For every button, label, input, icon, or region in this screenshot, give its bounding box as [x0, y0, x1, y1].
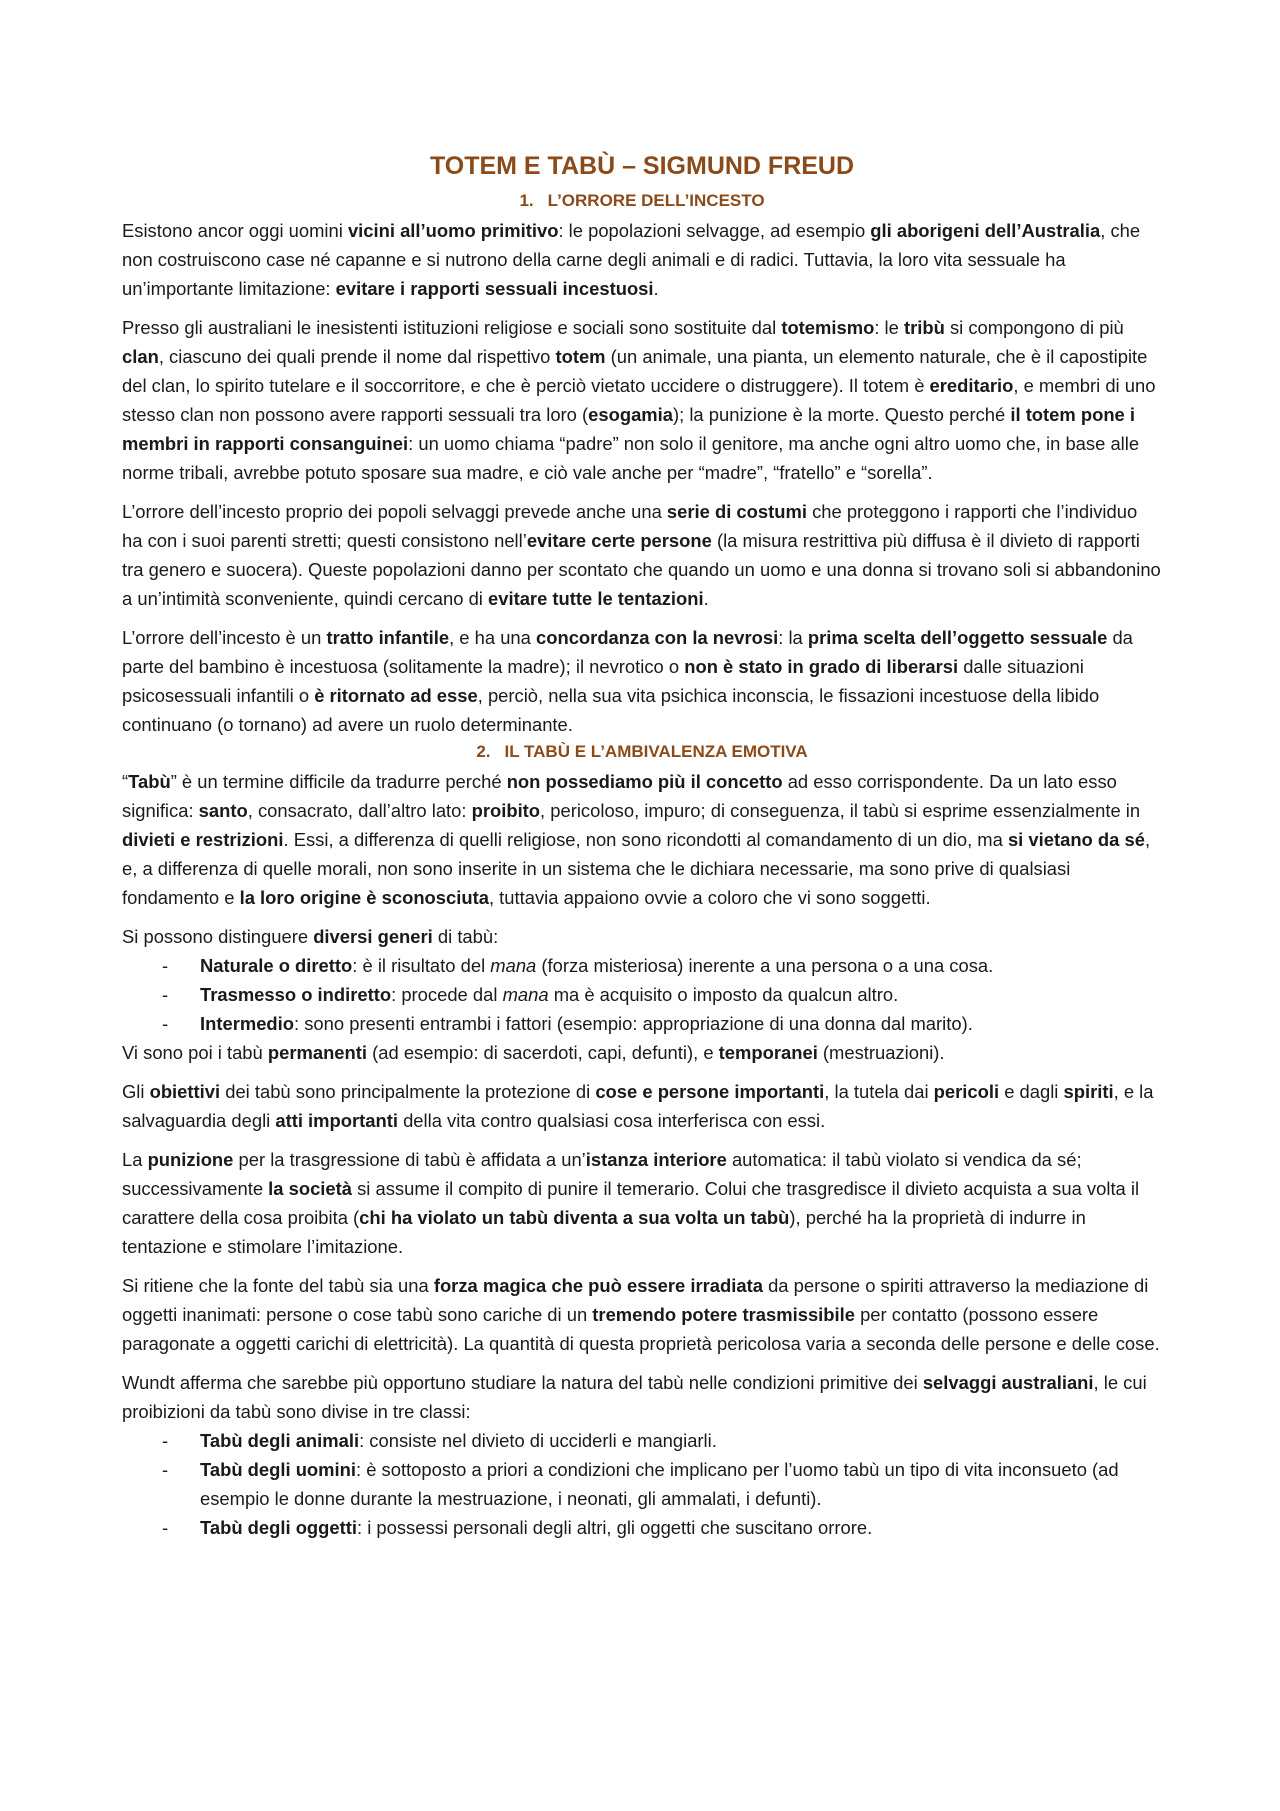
text-run: : le	[874, 317, 904, 338]
text-run: (ad esempio: di sacerdoti, capi, defunti), e	[367, 1042, 719, 1063]
document-title: TOTEM E TABÙ – SIGMUND FREUD	[429, 152, 855, 180]
bold-text: Naturale o diretto	[200, 955, 353, 976]
bold-text: chi ha violato un tabù diventa a sua volta un tabù	[359, 1207, 790, 1228]
bold-text: Tabù degli uomini	[200, 1459, 356, 1480]
text-run: per contatto (possono essere paragonate a oggetti carichi di elettricità). La quantità di questa proprietà pericolosa varia a seconda delle persone e delle cose.	[122, 1304, 1160, 1354]
bold-text: punizione	[147, 1149, 234, 1170]
text-run: da parte del bambino è incestuosa (solitamente la madre); il nevrotico o	[122, 627, 1133, 677]
text-run: : sono presenti entrambi i fattori (esempio: appropriazione di una donna dal marito).	[294, 1013, 973, 1034]
bold-text: il totem pone i membri in rapporti consanguinei	[122, 404, 1136, 454]
list-item	[162, 1426, 1162, 1455]
italic-text: mana	[490, 955, 537, 976]
text-run: : è il risultato del	[352, 955, 491, 976]
text-run: ad esso corrispondente. Da un lato esso significa:	[122, 771, 1117, 821]
text-run: si assume il compito di punire il temerario. Colui che trasgredisce il divieto acquista a sua volta il carattere della cosa proibita (	[122, 1178, 1140, 1228]
bold-text: si vietano da sé	[1007, 829, 1145, 850]
bold-text: totemismo	[781, 317, 875, 338]
bold-text: obiettivi	[149, 1081, 221, 1102]
list-item	[162, 1455, 1162, 1513]
bold-text: è ritornato ad esse	[314, 685, 478, 706]
text-run: : è sottoposto a priori a condizioni che implicano per l’uomo tabù un tipo di vita inconsueto (ad esempio le donne durante la mestruazione, i neonati, gli ammalati, i defunti).	[200, 1459, 1119, 1509]
text-run: Gli	[122, 1081, 150, 1102]
document-page	[122, 148, 1162, 1542]
paragraph	[122, 922, 1162, 951]
bullet-list	[122, 951, 1162, 1038]
text-run: che proteggono i rapporti che l’individuo ha con i suoi parenti stretti; questi consistono nell’	[122, 501, 1138, 551]
bold-text: Tabù	[128, 771, 171, 792]
bold-text: istanza interiore	[585, 1149, 727, 1170]
text-run: da persone o spiriti attraverso la mediazione di oggetti inanimati: persone o cose tabù sono cariche di un	[122, 1275, 1149, 1325]
bold-text: proibito	[471, 800, 541, 821]
text-run: : la	[778, 627, 808, 648]
bold-text: evitare certe persone	[526, 530, 712, 551]
text-run: ), perché ha la proprietà di indurre in tentazione e stimolare l’imitazione.	[122, 1207, 1086, 1257]
text-run: .	[653, 278, 659, 299]
text-run: .	[703, 588, 709, 609]
paragraph	[122, 313, 1162, 487]
list-item	[162, 951, 1162, 980]
bold-text: evitare tutte le tentazioni	[488, 588, 704, 609]
bold-text: tribù	[903, 317, 945, 338]
section-number: 2.	[476, 742, 491, 761]
paragraph	[122, 1077, 1162, 1135]
text-run: Wundt afferma che sarebbe più opportuno studiare la natura del tabù nelle condizioni primitive dei	[122, 1372, 923, 1393]
text-run: . Essi, a differenza di quelli religiose, non sono ricondotti al comandamento di un dio, ma	[283, 829, 1008, 850]
bold-text: santo	[198, 800, 248, 821]
text-run: ); la punizione è la morte. Questo perché	[673, 404, 1011, 425]
bold-text: totem	[555, 346, 606, 367]
bold-text: prima scelta dell’oggetto sessuale	[807, 627, 1108, 648]
bold-text: permanenti	[267, 1042, 368, 1063]
text-run: di tabù:	[432, 926, 499, 947]
text-run: Esistono ancor oggi uomini	[122, 220, 348, 241]
section-title: L’ORRORE DELL’INCESTO	[547, 191, 765, 210]
document-body	[122, 188, 1162, 1542]
text-run: , la tutela dai	[824, 1081, 934, 1102]
text-run: : consiste nel divieto di ucciderli e mangiarli.	[359, 1430, 717, 1451]
section-title: IL TABÙ E L’AMBIVALENZA EMOTIVA	[504, 742, 808, 761]
text-run: , pericoloso, impuro; di conseguenza, il tabù si esprime essenzialmente in	[540, 800, 1141, 821]
bold-text: Intermedio	[200, 1013, 295, 1034]
bold-text: ereditario	[929, 375, 1014, 396]
bold-text: tremendo potere trasmissibile	[592, 1304, 855, 1325]
bold-text: esogamia	[588, 404, 673, 425]
bold-text: tratto infantile	[326, 627, 450, 648]
text-run: , e, a differenza di quelle morali, non sono inserite in un sistema che le dichiara necessarie, ma sono prive di qualsiasi fondamento e	[122, 829, 1151, 908]
text-run: ma è acquisito o imposto da qualcun altro.	[548, 984, 899, 1005]
text-run: ” è un termine difficile da tradurre perché	[170, 771, 507, 792]
text-run: (un animale, una pianta, un elemento naturale, che è il capostipite del clan, lo spirito tutelare e il soccorritore, e che è perciò vietato uccidere o distruggere). Il totem è	[122, 346, 1148, 396]
bullet-list	[122, 1426, 1162, 1542]
text-run: si compongono di più	[944, 317, 1124, 338]
bold-text: la società	[268, 1178, 352, 1199]
text-run: La	[122, 1149, 148, 1170]
section-heading	[122, 739, 1162, 765]
text-run: (la misura restrittiva più diffusa è il divieto di rapporti tra genero e suocera). Queste popolazioni danno per scontato che quando un uomo e una donna si trovano soli si abbandonino a un’intimità sconveniente, quindi cercano di	[122, 530, 1161, 609]
text-run: Presso gli australiani le inesistenti istituzioni religiose e sociali sono sostituite dal	[122, 317, 782, 338]
paragraph	[122, 497, 1162, 613]
bold-text: la loro origine è sconosciuta	[239, 887, 489, 908]
text-run: (forza misteriosa) inerente a una persona o a una cosa.	[536, 955, 994, 976]
italic-text: mana	[502, 984, 549, 1005]
list-item	[162, 1009, 1162, 1038]
text-run: , perciò, nella sua vita psichica inconscia, le fissazioni incestuose della libido continuano (o tornano) ad avere un ruolo determinante.	[122, 685, 1100, 735]
paragraph	[122, 767, 1162, 912]
text-run: e dagli	[999, 1081, 1064, 1102]
text-run: : le popolazioni selvagge, ad esempio	[558, 220, 871, 241]
bold-text: diversi generi	[313, 926, 433, 947]
paragraph	[122, 1038, 1162, 1067]
text-run: : procede dal	[391, 984, 503, 1005]
bold-text: serie di costumi	[666, 501, 807, 522]
bold-text: cose e persone importanti	[595, 1081, 825, 1102]
text-run: , e la salvaguardia degli	[122, 1081, 1154, 1131]
bold-text: Trasmesso o indiretto	[200, 984, 392, 1005]
text-run: Si ritiene che la fonte del tabù sia una	[122, 1275, 434, 1296]
bold-text: pericoli	[933, 1081, 1000, 1102]
text-run: L’orrore dell’incesto è un	[122, 627, 327, 648]
text-run: , e ha una	[449, 627, 536, 648]
paragraph	[122, 1368, 1162, 1426]
paragraph	[122, 623, 1162, 739]
text-run: , che non costruiscono case né capanne e si nutrono della carne degli animali e di radici. Tuttavia, la loro vita sessuale ha un’importante limitazione:	[122, 220, 1141, 299]
text-run: Vi sono poi i tabù	[122, 1042, 268, 1063]
text-run: , tuttavia appaiono ovvie a coloro che vi sono soggetti.	[488, 887, 931, 908]
bold-text: concordanza con la nevrosi	[536, 627, 779, 648]
bold-text: spiriti	[1063, 1081, 1114, 1102]
bold-text: non è stato in grado di liberarsi	[684, 656, 959, 677]
bold-text: Tabù degli oggetti	[200, 1517, 357, 1538]
bold-text: atti importanti	[275, 1110, 398, 1131]
text-run: : un uomo chiama “padre” non solo il genitore, ma anche ogni altro uomo che, in base alle norme tribali, avrebbe potuto sposare sua madre, e ciò vale anche per “madre”, “fratello” e “sorella”.	[122, 433, 1140, 483]
text-run: per la trasgressione di tabù è affidata a un’	[233, 1149, 586, 1170]
text-run: (mestruazioni).	[817, 1042, 945, 1063]
text-run: , e membri di uno stesso clan non possono avere rapporti sessuali tra loro (	[122, 375, 1156, 425]
text-run: della vita contro qualsiasi cosa interferisca con essi.	[397, 1110, 826, 1131]
bold-text: vicini all’uomo primitivo	[347, 220, 559, 241]
text-run: , le cui proibizioni da tabù sono divise in tre classi:	[122, 1372, 1147, 1422]
text-run: Si possono distinguere	[122, 926, 314, 947]
bold-text: clan	[122, 346, 159, 367]
paragraph	[122, 216, 1162, 303]
text-run: , ciascuno dei quali prende il nome dal rispettivo	[158, 346, 556, 367]
bold-text: divieti e restrizioni	[122, 829, 284, 850]
bold-text: forza magica che può essere irradiata	[433, 1275, 763, 1296]
text-run: : i possessi personali degli altri, gli oggetti che suscitano orrore.	[356, 1517, 873, 1538]
section-number: 1.	[519, 191, 534, 210]
bold-text: selvaggi australiani	[922, 1372, 1094, 1393]
text-run: “	[122, 771, 129, 792]
bold-text: temporanei	[718, 1042, 818, 1063]
list-item	[162, 1513, 1162, 1542]
text-run: automatica: il tabù violato si vendica da sé; successivamente	[122, 1149, 1082, 1199]
text-run: dei tabù sono principalmente la protezione di	[220, 1081, 596, 1102]
text-run: , consacrato, dall’altro lato:	[247, 800, 472, 821]
paragraph	[122, 1271, 1162, 1358]
bold-text: gli aborigeni dell’Australia	[870, 220, 1101, 241]
list-item	[162, 980, 1162, 1009]
bold-text: evitare i rapporti sessuali incestuosi	[335, 278, 654, 299]
paragraph	[122, 1145, 1162, 1261]
bold-text: non possediamo più il concetto	[506, 771, 783, 792]
text-run: dalle situazioni psicosessuali infantili o	[122, 656, 1084, 706]
bold-text: Tabù degli animali	[200, 1430, 360, 1451]
text-run: L’orrore dell’incesto proprio dei popoli selvaggi prevede anche una	[122, 501, 667, 522]
section-heading	[122, 188, 1162, 214]
